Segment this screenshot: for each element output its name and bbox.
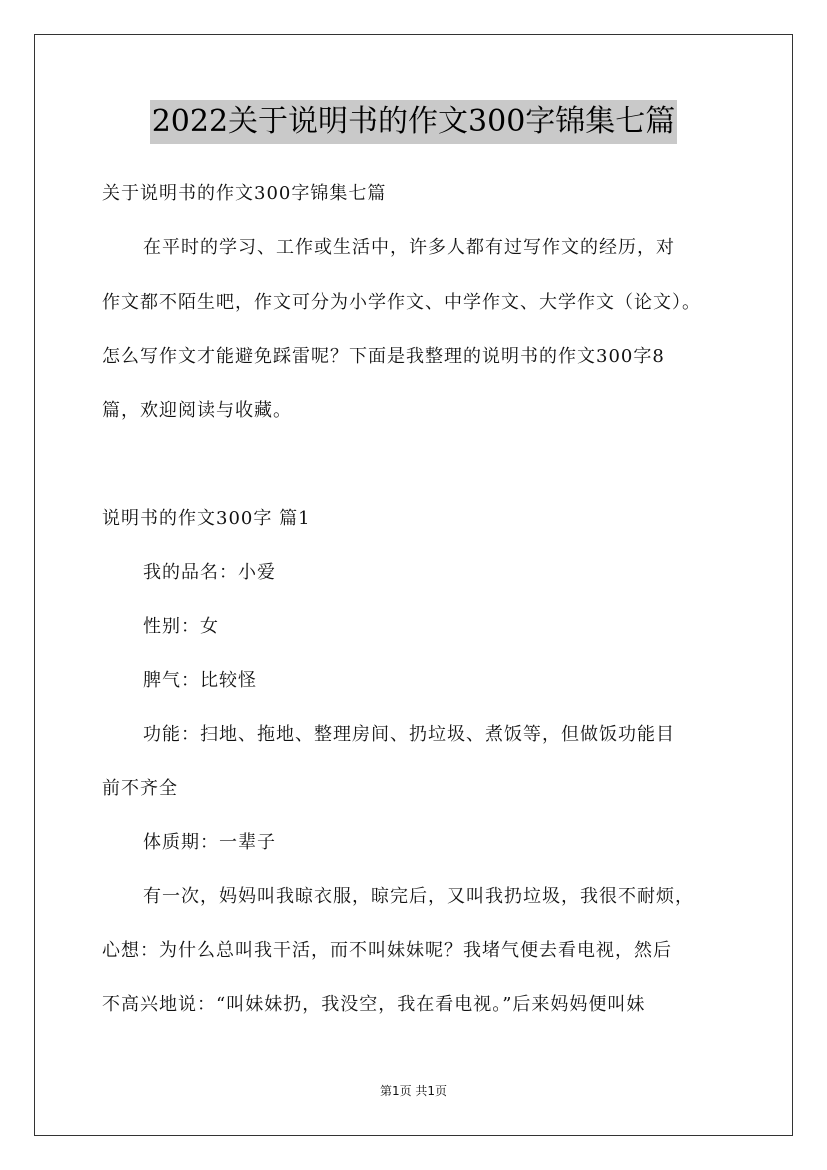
body-line: 性别：女 [143,616,219,637]
intro-line: 在平时的学习、工作或生活中，许多人都有过写作文的经历，对 [143,237,675,258]
intro-line: 怎么写作文才能避免踩雷呢？下面是我整理的说明书的作文300字8 [102,346,665,367]
subtitle: 关于说明书的作文300字锦集七篇 [102,183,387,204]
intro-line: 作文都不陌生吧，作文可分为小学作文、中学作文、大学作文（论文）。 [102,292,701,313]
page-footer: 第1页 共1页 [379,1084,448,1098]
document-title-container [0,100,827,144]
body-line: 我的品名：小爱 [143,562,276,583]
body-line: 心想：为什么总叫我干活，而不叫妹妹呢？我堵气便去看电视，然后 [102,940,672,961]
body-line: 不高兴地说：“叫妹妹扔，我没空，我在看电视。”后来妈妈便叫妹 [102,994,646,1015]
body-line: 有一次，妈妈叫我晾衣服，晾完后，又叫我扔垃圾，我很不耐烦， [143,886,694,907]
body-line: 体质期：一辈子 [143,832,276,853]
body-line: 功能：扫地、拖地、整理房间、扔垃圾、煮饭等，但做饭功能目 [143,724,675,745]
body-line: 前不齐全 [102,778,178,799]
section-heading: 说明书的作文300字 篇1 [102,508,311,529]
intro-line: 篇，欢迎阅读与收藏。 [102,400,292,421]
document-title: 2022关于说明书的作文300字锦集七篇 [150,100,678,144]
body-line: 脾气：比较怪 [143,670,257,691]
